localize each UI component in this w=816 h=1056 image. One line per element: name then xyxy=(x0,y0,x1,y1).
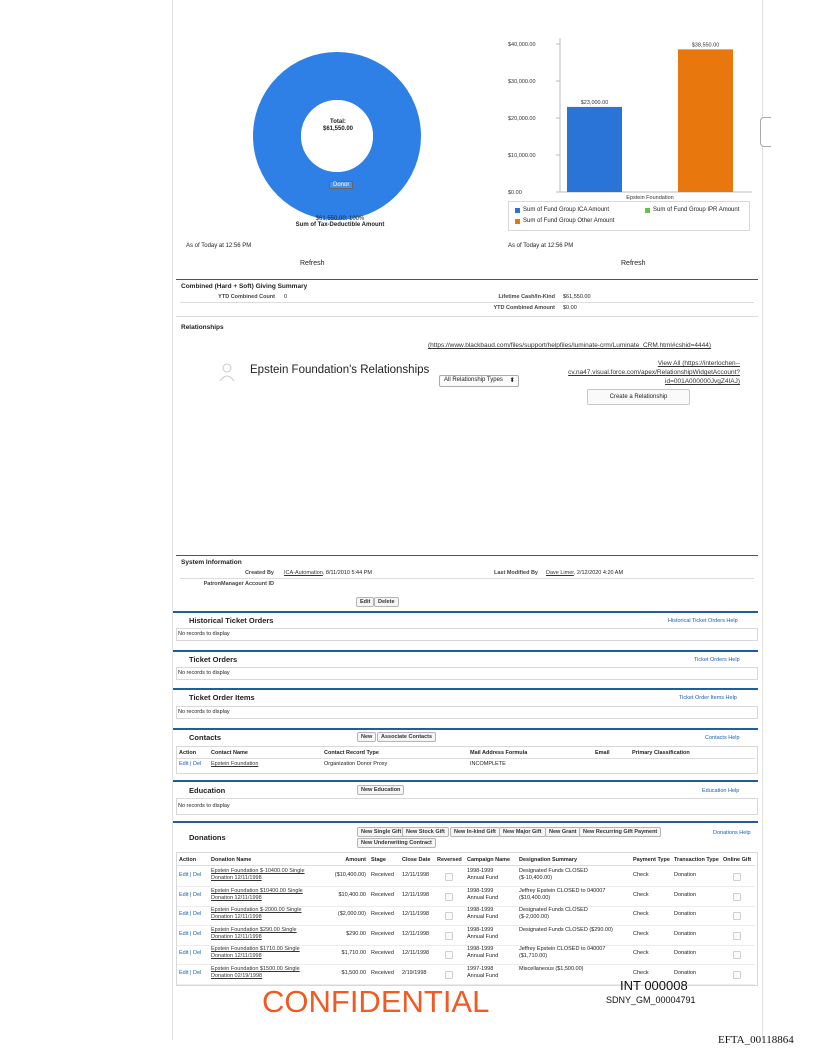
new-education-button[interactable]: New Education xyxy=(357,785,404,795)
don-col-name: Donation Name xyxy=(211,857,252,863)
relationships-title: Relationships xyxy=(181,324,224,331)
campaign-line1: 1997-1998 xyxy=(467,966,494,972)
action-separator: | xyxy=(188,892,193,898)
legend-swatch-ipr xyxy=(645,208,650,213)
campaign-line2: Annual Fund xyxy=(467,875,499,881)
relationships-person-icon xyxy=(218,362,236,382)
created-by-value xyxy=(284,570,372,576)
y-tick-label: $40,000.00 xyxy=(508,42,536,48)
campaign-line2: Annual Fund xyxy=(467,934,499,940)
donation-close-date: 12/11/1998 xyxy=(402,911,430,917)
new-underwriting-button[interactable]: New Underwriting Contract xyxy=(357,838,436,848)
view-all-line-3: id=001A000000JvgZ4IAJ) xyxy=(665,378,740,385)
donation-campaign xyxy=(467,907,498,921)
contact-record-type: Organization Donor Proxy xyxy=(324,761,388,767)
ytd-count-label: YTD Combined Count xyxy=(218,294,275,300)
efta-number: EFTA_00118864 xyxy=(718,1034,794,1046)
side-tab-handle[interactable] xyxy=(760,117,771,147)
don-col-online: Online Gift xyxy=(723,857,752,863)
campaign-line2: Annual Fund xyxy=(467,914,499,920)
donation-actions xyxy=(179,931,201,938)
legend-label-ipr: Sum of Fund Group IPR Amount xyxy=(653,207,740,213)
education-help-link[interactable]: Education Help xyxy=(702,788,740,794)
donation-close-date: 12/11/1998 xyxy=(402,931,430,937)
donation-close-date: 2/19/1998 xyxy=(402,970,427,976)
action-separator: | xyxy=(188,950,193,956)
confidential-stamp: CONFIDENTIAL xyxy=(262,984,490,1019)
contact-name-link[interactable]: Epstein Foundation xyxy=(211,761,259,767)
campaign-line1: 1998-1999 xyxy=(467,946,494,952)
legend-swatch-other xyxy=(515,219,520,224)
reversed-checkbox xyxy=(445,971,453,979)
online-gift-checkbox xyxy=(733,951,741,959)
donation-name-link[interactable] xyxy=(211,888,303,902)
donut-summary-title: Sum of Tax-Deductible Amount xyxy=(295,222,385,228)
designation-line1: Designated Funds CLOSED xyxy=(519,868,588,874)
action-separator: | xyxy=(188,872,193,878)
donut-total-label: Total: xyxy=(330,119,346,125)
donation-payment-type: Check xyxy=(633,970,649,976)
designation-line1: Designated Funds CLOSED xyxy=(519,907,588,913)
delete-button[interactable]: Delete xyxy=(374,597,399,607)
contacts-col-email: Email xyxy=(595,750,610,756)
reversed-checkbox xyxy=(445,873,453,881)
left-as-of-text: As of Today at 12:56 PM xyxy=(186,243,252,249)
donut-summary-value: $61,550.00: 100% xyxy=(315,216,365,222)
campaign-line2: Annual Fund xyxy=(467,973,499,979)
right-as-of-text: As of Today at 12:56 PM xyxy=(508,243,574,249)
created-by-label: Created By xyxy=(244,570,274,576)
donation-amount: $1,710.00 xyxy=(341,950,366,956)
donut-center-label xyxy=(310,119,366,133)
designation-line2: ($-10,400.00) xyxy=(519,875,553,881)
donation-del-link[interactable]: Del xyxy=(192,970,202,976)
ticket-items-empty-text: No records to display xyxy=(178,709,230,715)
donation-transaction-type: Donation xyxy=(674,931,697,937)
online-gift-checkbox xyxy=(733,873,741,881)
donation-amount: $10,400.00 xyxy=(338,892,366,898)
donation-del-link[interactable]: Del xyxy=(192,931,202,937)
donation-payment-type: Check xyxy=(633,950,649,956)
donation-name-line2: Donation 12/11/1998 xyxy=(211,895,262,901)
action-separator: | xyxy=(188,911,193,917)
bar-chart-svg xyxy=(500,30,770,210)
int-number: INT 000008 xyxy=(620,978,688,993)
donation-del-link[interactable]: Del xyxy=(192,872,202,878)
donation-transaction-type: Donation xyxy=(674,872,697,878)
system-title: System Information xyxy=(181,559,242,566)
donation-campaign xyxy=(467,868,498,882)
donation-name-line1: Epstein Foundation $290.00 Single xyxy=(211,927,297,933)
donations-header-divider xyxy=(177,865,755,866)
donation-amount: $290.00 xyxy=(346,931,366,937)
legend-label-other: Sum of Fund Group Other Amount xyxy=(523,218,615,224)
donation-actions xyxy=(179,911,201,918)
legend-swatch-ica xyxy=(515,208,520,213)
donation-campaign xyxy=(467,966,498,980)
don-col-action: Action xyxy=(179,857,197,863)
donation-amount: ($10,400.00) xyxy=(334,872,366,878)
donation-stage: Received xyxy=(371,872,394,878)
ticket-items-help-link[interactable]: Ticket Order Items Help xyxy=(679,695,737,701)
campaign-line1: 1998-1999 xyxy=(467,907,494,913)
relationships-help-link[interactable]: (https://www.blackbaud.com/files/support/helpfiles/luminate-crm/Luminate_CRM.html#cshid=4444) xyxy=(428,342,712,349)
new-inkind-gift-button[interactable]: New In-kind Gift xyxy=(450,827,500,837)
education-top-bar xyxy=(173,780,758,782)
contacts-title: Contacts xyxy=(189,733,222,742)
ticket-orders-title: Ticket Orders xyxy=(189,655,238,664)
y-tick-label: $10,000.00 xyxy=(508,153,536,159)
giving-divider xyxy=(176,279,758,280)
donation-payment-type: Check xyxy=(633,911,649,917)
online-gift-checkbox xyxy=(733,971,741,979)
donation-designation xyxy=(519,946,605,960)
education-body xyxy=(176,798,758,815)
contacts-help-link[interactable]: Contacts Help xyxy=(705,735,740,741)
contact-mail-address: INCOMPLETE xyxy=(470,761,506,767)
donation-del-link[interactable]: Del xyxy=(192,911,202,917)
donut-svg xyxy=(253,52,421,220)
historical-title: Historical Ticket Orders xyxy=(189,616,274,625)
donation-edit-link[interactable]: Edit xyxy=(179,872,189,878)
giving-bottom-divider xyxy=(176,316,758,317)
contacts-col-classification: Primary Classification xyxy=(632,750,690,756)
contacts-col-type: Contact Record Type xyxy=(324,750,379,756)
donation-campaign xyxy=(467,946,498,960)
donation-actions xyxy=(179,970,201,977)
education-empty-text: No records to display xyxy=(178,803,230,809)
contact-del-link[interactable]: Del xyxy=(192,761,202,767)
contacts-header-divider xyxy=(177,758,755,759)
new-grant-button[interactable]: New Grant xyxy=(545,827,581,837)
donation-designation xyxy=(519,888,605,902)
campaign-line1: 1998-1999 xyxy=(467,888,494,894)
donation-campaign xyxy=(467,927,498,941)
donation-transaction-type: Donation xyxy=(674,911,697,917)
don-col-amount: Amount xyxy=(345,857,366,863)
donation-stage: Received xyxy=(371,950,394,956)
reversed-checkbox xyxy=(445,951,453,959)
view-all-line-2: cv.na47.visual.force.com/apex/RelationshipWidgetAccount? xyxy=(568,369,740,376)
donation-edit-link[interactable]: Edit xyxy=(179,970,189,976)
action-separator: | xyxy=(188,761,193,767)
ytd-amount-label: YTD Combined Amount xyxy=(493,305,555,311)
row-divider xyxy=(177,925,755,926)
donation-designation xyxy=(519,868,588,882)
ticket-items-body xyxy=(176,706,758,719)
left-refresh-link[interactable]: Refresh xyxy=(300,260,325,267)
designation-line1: Miscellaneous ($1,500.00) xyxy=(519,966,584,972)
action-separator: | xyxy=(188,931,193,937)
donation-name-link[interactable] xyxy=(211,927,297,941)
legend-label-ica: Sum of Fund Group ICA Amount xyxy=(523,207,610,213)
donation-edit-link[interactable]: Edit xyxy=(179,892,189,898)
donation-name-line1: Epstein Foundation $10400.00 Single xyxy=(211,888,303,894)
x-category-label: Epstein Foundation xyxy=(626,195,674,201)
donation-edit-link[interactable]: Edit xyxy=(179,931,189,937)
designation-line1: Jeffrey Epstein CLOSED to 040007 xyxy=(519,946,606,952)
created-by-user-link[interactable]: ICA-Automation xyxy=(284,570,323,576)
donation-name-link[interactable] xyxy=(211,966,300,980)
view-all-link[interactable] xyxy=(510,359,740,386)
page-left-border xyxy=(172,0,173,1040)
designation-line1: Jeffrey Epstein CLOSED to 040007 xyxy=(519,888,606,894)
donation-stage: Received xyxy=(371,931,394,937)
reversed-checkbox xyxy=(445,893,453,901)
contact-edit-link[interactable]: Edit xyxy=(179,761,189,767)
donation-designation xyxy=(519,907,588,921)
reversed-checkbox xyxy=(445,932,453,940)
new-single-gift-button[interactable]: New Single Gift xyxy=(357,827,405,837)
donation-actions xyxy=(179,872,201,879)
don-col-reversed: Reversed xyxy=(437,857,462,863)
system-row-divider xyxy=(180,578,754,579)
designation-line2: ($-2,000.00) xyxy=(519,914,549,920)
donation-transaction-type: Donation xyxy=(674,970,697,976)
contacts-col-mail: Mail Address Formula xyxy=(470,750,528,756)
contact-row-actions xyxy=(179,761,201,768)
donation-name-link[interactable] xyxy=(211,946,300,960)
designation-line1: Designated Funds CLOSED ($290.00) xyxy=(519,927,613,933)
donation-del-link[interactable]: Del xyxy=(192,892,202,898)
lifetime-value: $61,550.00 xyxy=(563,294,591,300)
donation-stage: Received xyxy=(371,892,394,898)
donut-hole xyxy=(301,100,373,172)
donation-name-line2: Donation 12/11/1998 xyxy=(211,875,262,881)
historical-body xyxy=(176,628,758,641)
modified-by-date: , 2/12/2020 4:20 AM xyxy=(573,570,624,576)
reversed-checkbox xyxy=(445,912,453,920)
new-recurring-gift-button[interactable]: New Recurring Gift Payment xyxy=(579,827,661,837)
donation-close-date: 12/11/1998 xyxy=(402,872,430,878)
relationship-type-select[interactable] xyxy=(439,375,519,387)
ticket-items-title: Ticket Order Items xyxy=(189,693,255,702)
donation-del-link[interactable]: Del xyxy=(192,950,202,956)
right-refresh-link[interactable]: Refresh xyxy=(621,260,646,267)
donation-close-date: 12/11/1998 xyxy=(402,892,430,898)
contacts-col-name: Contact Name xyxy=(211,750,248,756)
donation-payment-type: Check xyxy=(633,892,649,898)
donation-name-line2: Donation 12/11/1998 xyxy=(211,953,262,959)
don-col-campaign: Campaign Name xyxy=(467,857,511,863)
donation-name-line2: Donation 12/11/1998 xyxy=(211,934,262,940)
don-col-transaction: Transaction Type xyxy=(674,857,719,863)
donation-designation xyxy=(519,966,584,973)
giving-summary-title: Combined (Hard + Soft) Giving Summary xyxy=(181,283,308,290)
relationship-type-value: All Relationship Types xyxy=(444,377,503,383)
donations-help-link[interactable]: Donations Help xyxy=(713,830,751,836)
bar-ica xyxy=(567,107,622,192)
bar-data-label: $23,000.00 xyxy=(580,99,609,106)
campaign-line2: Annual Fund xyxy=(467,895,499,901)
select-arrows-icon: ⬍ xyxy=(509,377,515,384)
ticket-orders-empty-text: No records to display xyxy=(178,670,230,676)
donation-actions xyxy=(179,892,201,899)
giving-row-divider xyxy=(180,302,754,303)
donut-segment-label: Donor xyxy=(329,181,353,189)
donation-edit-link[interactable]: Edit xyxy=(179,911,189,917)
donations-title: Donations xyxy=(189,833,226,842)
historical-empty-text: No records to display xyxy=(178,631,230,637)
historical-help-link[interactable]: Historical Ticket Orders Help xyxy=(668,618,738,624)
view-all-line-1: View All (https://interlochen-- xyxy=(657,360,740,367)
create-relationship-button[interactable]: Create a Relationship xyxy=(587,389,690,405)
campaign-line1: 1998-1999 xyxy=(467,868,494,874)
donation-transaction-type: Donation xyxy=(674,892,697,898)
new-major-gift-button[interactable]: New Major Gift xyxy=(499,827,546,837)
donation-close-date: 12/11/1998 xyxy=(402,950,430,956)
donation-name-line1: Epstein Foundation $1710.00 Single xyxy=(211,946,300,952)
created-by-date: , 8/11/2010 5:44 PM xyxy=(322,570,372,576)
don-col-stage: Stage xyxy=(371,857,386,863)
donation-name-line1: Epstein Foundation $-10400.00 Single xyxy=(211,868,305,874)
designation-line2: ($10,400.00) xyxy=(519,895,551,901)
donation-name-line1: Epstein Foundation $-2000.00 Single xyxy=(211,907,302,913)
campaign-line2: Annual Fund xyxy=(467,953,499,959)
don-col-close-date: Close Date xyxy=(402,857,431,863)
y-tick-label: $20,000.00 xyxy=(508,116,536,122)
modified-by-label: Last Modified By xyxy=(493,570,538,576)
ticket-items-top-bar xyxy=(173,688,758,690)
donation-name-line1: Epstein Foundation $1500.00 Single xyxy=(211,966,300,972)
donation-campaign xyxy=(467,888,498,902)
edit-button[interactable]: Edit xyxy=(356,597,374,607)
lifetime-label: Lifetime Cash/In-Kind xyxy=(498,294,555,300)
sdny-number: SDNY_GM_00004791 xyxy=(606,995,696,1005)
patron-id-label: PatronManager Account ID xyxy=(203,581,274,587)
relationships-heading: Epstein Foundation's Relationships xyxy=(250,364,430,376)
modified-by-user-link[interactable]: Dave Limer xyxy=(546,570,574,576)
ytd-amount-value: $0.00 xyxy=(563,305,577,311)
donation-actions xyxy=(179,950,201,957)
donation-name-line2: Donation 02/19/1998 xyxy=(211,973,263,979)
bar-legend xyxy=(508,201,750,231)
y-tick-label: $0.00 xyxy=(508,190,522,196)
action-separator: | xyxy=(188,970,193,976)
new-stock-gift-button[interactable]: New Stock Gift xyxy=(402,827,449,837)
donation-transaction-type: Donation xyxy=(674,950,697,956)
donations-top-bar xyxy=(173,821,758,823)
bar-data-label: $38,550.00 xyxy=(691,42,720,49)
don-col-designation: Designation Summary xyxy=(519,857,578,863)
donation-edit-link[interactable]: Edit xyxy=(179,950,189,956)
online-gift-checkbox xyxy=(733,932,741,940)
don-col-payment: Payment Type xyxy=(633,857,670,863)
online-gift-checkbox xyxy=(733,912,741,920)
donation-name-link[interactable] xyxy=(211,868,305,882)
ticket-orders-help-link[interactable]: Ticket Orders Help xyxy=(694,657,740,663)
donation-amount: $1,500.00 xyxy=(341,970,366,976)
donation-stage: Received xyxy=(371,911,394,917)
ytd-count-value: 0 xyxy=(284,294,288,300)
system-divider xyxy=(176,555,758,556)
historical-top-bar xyxy=(173,611,758,613)
ticket-orders-top-bar xyxy=(173,650,758,652)
education-title: Education xyxy=(189,786,226,795)
row-divider xyxy=(177,886,755,887)
donation-name-line2: Donation 12/11/1998 xyxy=(211,914,262,920)
donut-total-value: $61,550.00 xyxy=(322,126,354,132)
modified-by-value xyxy=(546,570,623,576)
donation-stage: Received xyxy=(371,970,394,976)
designation-line2: ($1,710.00) xyxy=(519,953,548,959)
y-tick-label: $30,000.00 xyxy=(508,79,536,85)
ticket-orders-body xyxy=(176,667,758,680)
online-gift-checkbox xyxy=(733,893,741,901)
bar-other xyxy=(678,49,733,192)
new-contact-button[interactable]: New xyxy=(357,732,376,742)
donation-designation xyxy=(519,927,613,934)
contacts-top-bar xyxy=(173,728,758,730)
donation-payment-type: Check xyxy=(633,931,649,937)
campaign-line1: 1998-1999 xyxy=(467,927,494,933)
row-divider xyxy=(177,964,755,965)
contacts-col-action: Action xyxy=(179,750,197,756)
donation-payment-type: Check xyxy=(633,872,649,878)
donation-name-link[interactable] xyxy=(211,907,302,921)
associate-contacts-button[interactable]: Associate Contacts xyxy=(377,732,436,742)
donation-amount: ($2,000.00) xyxy=(337,911,366,917)
